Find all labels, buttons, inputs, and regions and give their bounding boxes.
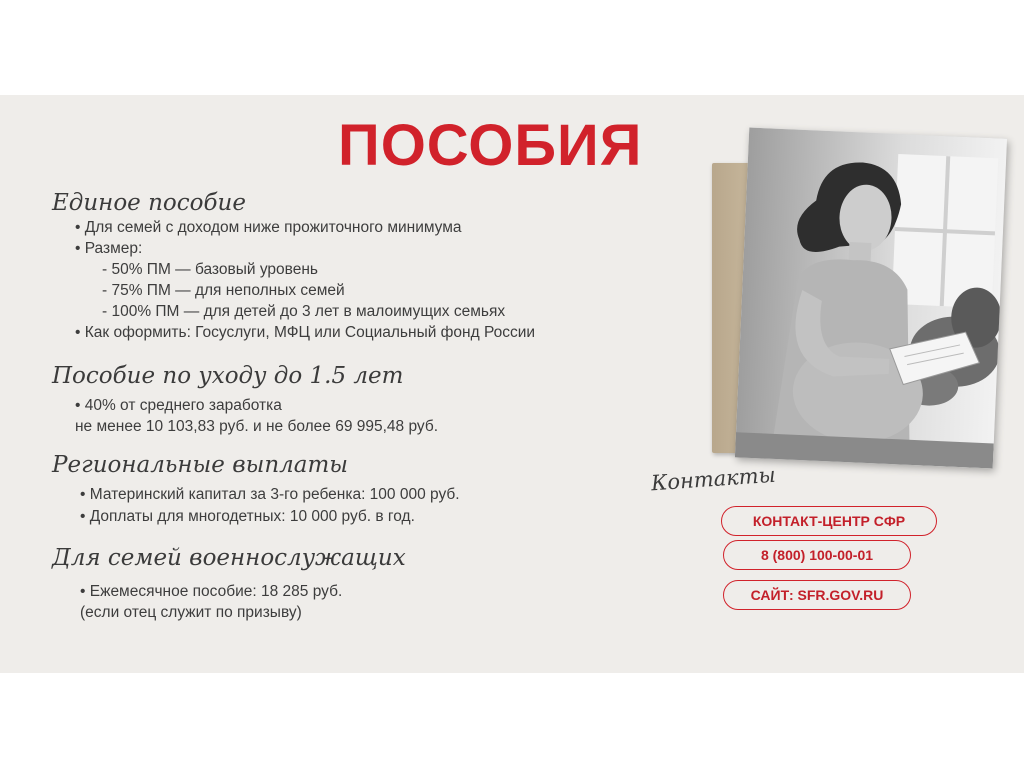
- list-item: - 50% ПМ — базовый уровень: [102, 261, 318, 278]
- section-heading-regional-payments: Региональные выплаты: [52, 452, 349, 478]
- list-item: - 75% ПМ — для неполных семей: [102, 282, 345, 299]
- contact-center-badge[interactable]: КОНТАКТ-ЦЕНТР СФР: [721, 506, 937, 536]
- contacts-heading: Контакты: [650, 462, 777, 496]
- list-item: • Для семей с доходом ниже прожиточного минимума: [75, 219, 462, 236]
- list-item: не менее 10 103,83 руб. и не более 69 995,48 руб.: [75, 418, 439, 435]
- section-heading-military-families: Для семей военнослужащих: [52, 545, 406, 571]
- list-item: • Ежемесячное пособие: 18 285 руб.: [80, 583, 343, 600]
- section-heading-childcare-benefit: Пособие по уходу до 1.5 лет: [52, 363, 404, 389]
- list-item: • Материнский капитал за 3-го ребенка: 100 000 руб.: [80, 486, 460, 503]
- pregnant-woman-reading-photo: [735, 128, 1007, 469]
- page-title: ПОСОБИЯ: [338, 113, 643, 178]
- photo-group: [712, 133, 1002, 465]
- list-item: • Как оформить: Госуслуги, МФЦ или Социальный фонд России: [75, 324, 536, 341]
- section-heading-unified-benefit: Единое пособие: [52, 190, 246, 216]
- slide: [0, 95, 1024, 673]
- list-item: (если отец служит по призыву): [80, 604, 302, 621]
- list-item: • Доплаты для многодетных: 10 000 руб. в год.: [80, 508, 415, 525]
- phone-badge[interactable]: 8 (800) 100-00-01: [723, 540, 911, 570]
- list-item: • Размер:: [75, 240, 143, 257]
- list-item: • 40% от среднего заработка: [75, 397, 282, 414]
- website-badge[interactable]: САЙТ: SFR.GOV.RU: [723, 580, 911, 610]
- list-item: - 100% ПМ — для детей до 3 лет в малоимущих семьях: [102, 303, 506, 320]
